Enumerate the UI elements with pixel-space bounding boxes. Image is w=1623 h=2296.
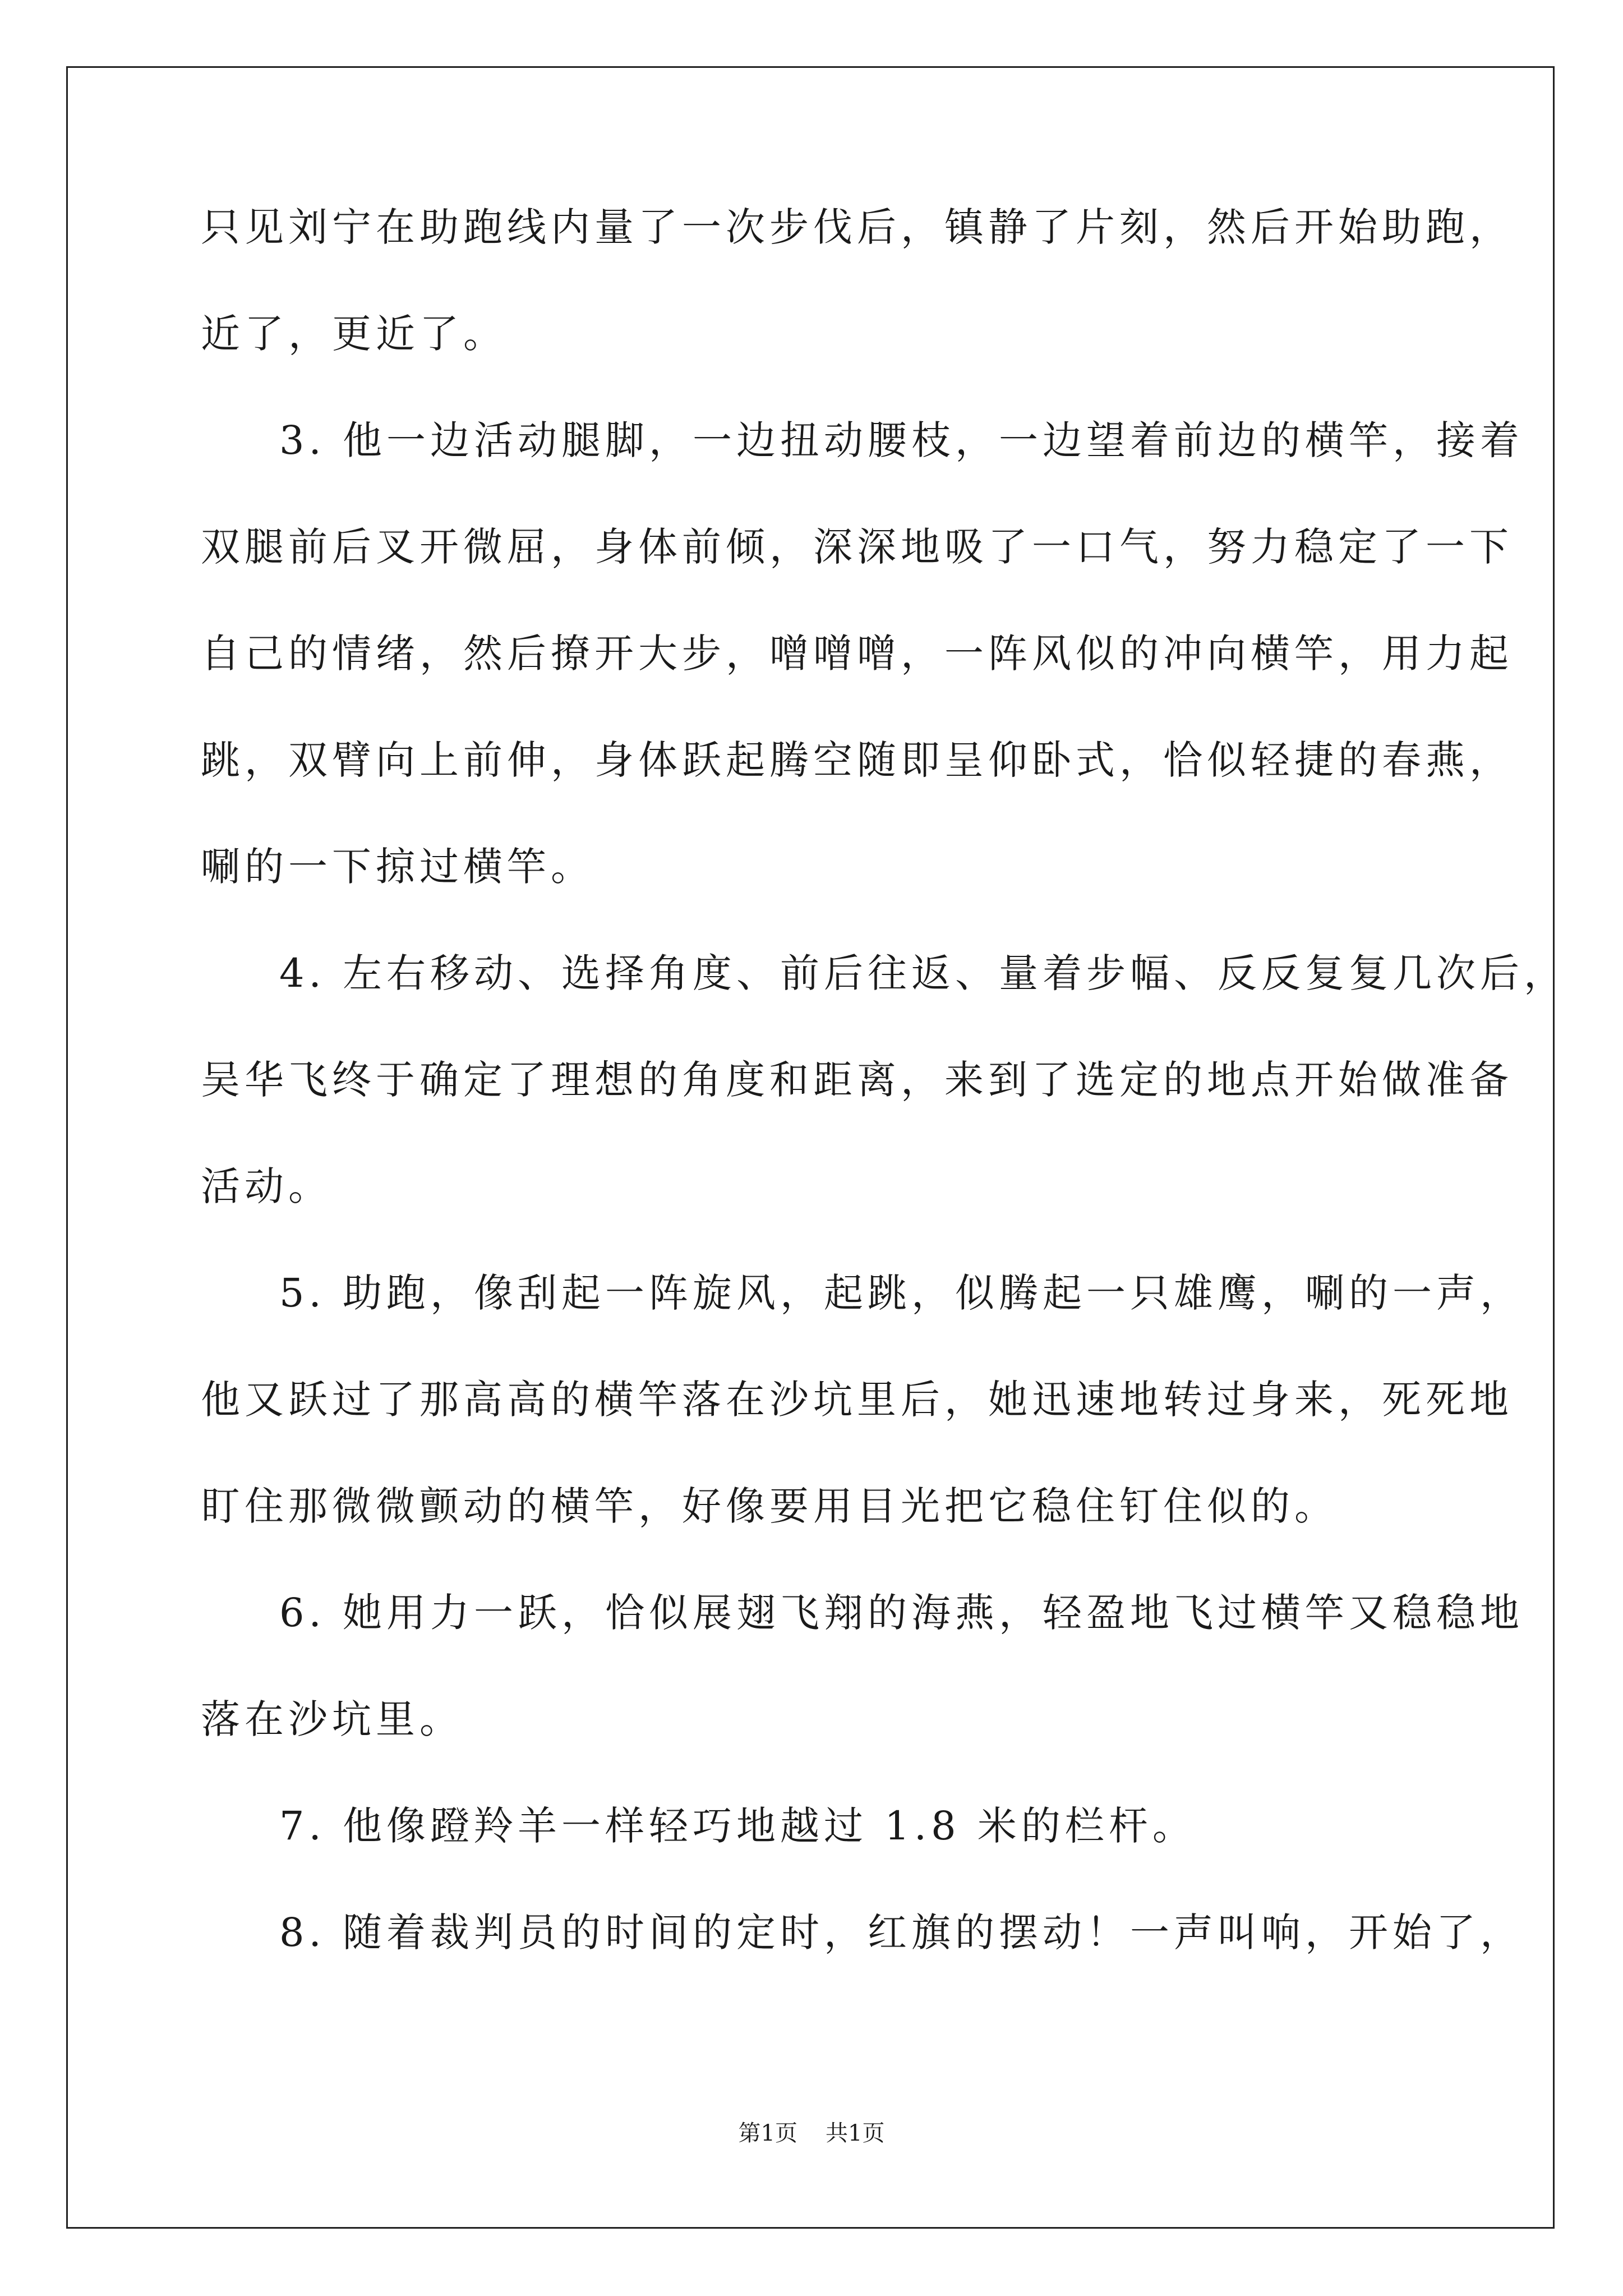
- text-line: 自己的情绪，然后撩开大步，噌噌噌，一阵风似的冲向横竿，用力起: [201, 631, 1513, 677]
- text-line: 6. 她用力一跃，恰似展翅飞翔的海燕，轻盈地飞过横竿又稳稳地: [279, 1590, 1524, 1636]
- document-body: [201, 204, 1568, 2019]
- page-footer: [0, 2122, 1623, 2145]
- text-line: 双腿前后叉开微屈，身体前倾，深深地吸了一口气，努力稳定了一下: [201, 524, 1513, 570]
- text-line: 吴华飞终于确定了理想的角度和距离，来到了选定的地点开始做准备: [201, 1057, 1513, 1103]
- text-line: 近了，更近了。: [201, 311, 507, 357]
- text-line: 8. 随着裁判员的时间的定时，红旗的摆动！一声叫响，开始了，: [279, 1910, 1524, 1955]
- text-line: 5. 助跑，像刮起一阵旋风，起跳，似腾起一只雄鹰，唰的一声，: [279, 1270, 1524, 1316]
- text-line: 活动。: [201, 1163, 332, 1209]
- text-line: 盯住那微微颤动的横竿，好像要用目光把它稳住钉住似的。: [201, 1483, 1338, 1529]
- text-line: 3. 他一边活动腿脚，一边扭动腰枝，一边望着前边的横竿，接着: [279, 417, 1524, 463]
- text-line: 只见刘宁在助跑线内量了一次步伐后，镇静了片刻，然后开始助跑，: [201, 204, 1513, 250]
- text-line: 跳，双臂向上前伸，身体跃起腾空随即呈仰卧式，恰似轻捷的春燕，: [201, 737, 1513, 783]
- text-line: 7. 他像蹬羚羊一样轻巧地越过 1.8 米的栏杆。: [279, 1803, 1196, 1849]
- page-number-current: 第1页: [738, 2120, 797, 2146]
- text-line: 落在沙坑里。: [201, 1696, 463, 1742]
- text-line: 他又跃过了那高高的横竿落在沙坑里后，她迅速地转过身来，死死地: [201, 1377, 1513, 1423]
- text-line: 唰的一下掠过横竿。: [201, 844, 594, 890]
- text-line: 4. 左右移动、选择角度、前后往返、量着步幅、反反复复几次后，: [279, 950, 1568, 996]
- page-number-total: 共1页: [826, 2120, 885, 2146]
